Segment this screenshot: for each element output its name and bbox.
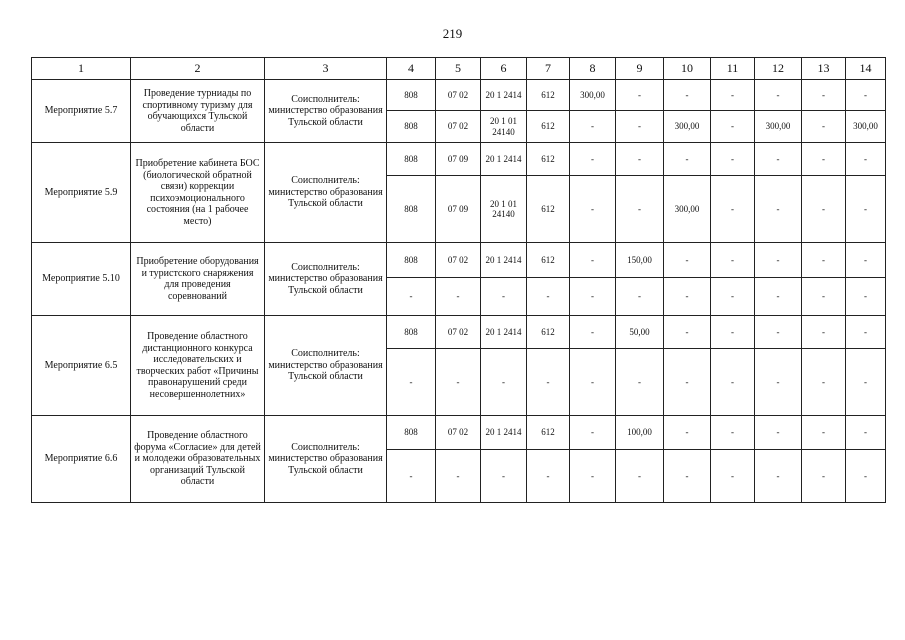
- value-cell: 612: [527, 111, 570, 143]
- value-cell: -: [387, 450, 436, 503]
- value-cell: -: [846, 349, 886, 416]
- activity-name-cell: Мероприятие 5.7: [32, 80, 131, 143]
- value-cell: 07 09: [436, 176, 481, 243]
- value-cell: -: [846, 243, 886, 278]
- value-cell: -: [846, 278, 886, 316]
- value-cell: -: [711, 111, 755, 143]
- value-cell: -: [846, 316, 886, 349]
- executor-cell: Соисполнитель: министерство образования Тульской области: [265, 243, 387, 316]
- value-cell: -: [664, 349, 711, 416]
- activity-name-cell: Мероприятие 6.5: [32, 316, 131, 416]
- value-cell: -: [436, 450, 481, 503]
- value-cell: 808: [387, 80, 436, 111]
- table-body: [32, 80, 886, 503]
- value-cell: -: [846, 143, 886, 176]
- value-cell: 300,00: [664, 176, 711, 243]
- value-cell: -: [711, 316, 755, 349]
- value-cell: -: [664, 243, 711, 278]
- value-cell: -: [711, 143, 755, 176]
- activity-description-cell: Приобретение оборудования и туристского снаряжения для проведения соревнований: [131, 243, 265, 316]
- value-cell: -: [802, 349, 846, 416]
- value-cell: 20 1 01 24140: [481, 176, 527, 243]
- value-cell: 300,00: [570, 80, 616, 111]
- value-cell: 612: [527, 176, 570, 243]
- value-cell: 07 02: [436, 243, 481, 278]
- value-cell: -: [846, 80, 886, 111]
- activity-description-cell: Проведение областного форума «Согласие» для детей и молодежи образовательных организаций Тульской области: [131, 416, 265, 503]
- value-cell: -: [387, 278, 436, 316]
- value-cell: 808: [387, 111, 436, 143]
- value-cell: -: [664, 416, 711, 450]
- value-cell: 808: [387, 316, 436, 349]
- value-cell: 612: [527, 80, 570, 111]
- value-cell: -: [802, 278, 846, 316]
- value-cell: 150,00: [616, 243, 664, 278]
- value-cell: -: [570, 243, 616, 278]
- value-cell: 20 1 2414: [481, 80, 527, 111]
- value-cell: -: [802, 450, 846, 503]
- activity-name-cell: Мероприятие 5.9: [32, 143, 131, 243]
- value-cell: 300,00: [755, 111, 802, 143]
- value-cell: -: [664, 450, 711, 503]
- value-cell: 07 02: [436, 416, 481, 450]
- value-cell: -: [755, 316, 802, 349]
- header-cell: 2: [131, 58, 265, 80]
- header-cell: 14: [846, 58, 886, 80]
- value-cell: -: [616, 143, 664, 176]
- header-cell: 13: [802, 58, 846, 80]
- value-cell: -: [755, 143, 802, 176]
- value-cell: -: [527, 450, 570, 503]
- header-cell: 6: [481, 58, 527, 80]
- value-cell: -: [664, 278, 711, 316]
- value-cell: 20 1 2414: [481, 316, 527, 349]
- value-cell: 20 1 2414: [481, 416, 527, 450]
- value-cell: 612: [527, 316, 570, 349]
- value-cell: -: [846, 450, 886, 503]
- header-cell: 3: [265, 58, 387, 80]
- value-cell: -: [711, 349, 755, 416]
- header-cell: 12: [755, 58, 802, 80]
- value-cell: -: [570, 450, 616, 503]
- value-cell: -: [616, 80, 664, 111]
- value-cell: -: [616, 450, 664, 503]
- value-cell: -: [755, 278, 802, 316]
- value-cell: 100,00: [616, 416, 664, 450]
- value-cell: -: [711, 450, 755, 503]
- value-cell: -: [711, 176, 755, 243]
- page-number: 219: [442, 26, 463, 41]
- value-cell: 808: [387, 176, 436, 243]
- value-cell: -: [387, 349, 436, 416]
- header-cell: 8: [570, 58, 616, 80]
- value-cell: -: [616, 176, 664, 243]
- header-cell: 1: [32, 58, 131, 80]
- value-cell: -: [527, 278, 570, 316]
- value-cell: -: [802, 176, 846, 243]
- header-cell: 9: [616, 58, 664, 80]
- value-cell: -: [481, 349, 527, 416]
- value-cell: 612: [527, 243, 570, 278]
- activity-name-cell: Мероприятие 5.10: [32, 243, 131, 316]
- value-cell: -: [570, 316, 616, 349]
- executor-cell: Соисполнитель: министерство образования Тульской области: [265, 80, 387, 143]
- value-cell: -: [481, 278, 527, 316]
- value-cell: -: [711, 80, 755, 111]
- value-cell: 07 02: [436, 80, 481, 111]
- value-cell: -: [616, 111, 664, 143]
- value-cell: -: [664, 80, 711, 111]
- value-cell: -: [711, 243, 755, 278]
- value-cell: -: [755, 80, 802, 111]
- header-cell: 10: [664, 58, 711, 80]
- value-cell: -: [711, 278, 755, 316]
- value-cell: -: [436, 349, 481, 416]
- budget-table: [31, 57, 886, 503]
- table-row: [32, 243, 886, 278]
- header-cell: 11: [711, 58, 755, 80]
- header-cell: 4: [387, 58, 436, 80]
- value-cell: 07 02: [436, 111, 481, 143]
- value-cell: -: [570, 143, 616, 176]
- value-cell: -: [711, 416, 755, 450]
- executor-cell: Соисполнитель: министерство образования Тульской области: [265, 143, 387, 243]
- value-cell: -: [755, 349, 802, 416]
- table-row: [32, 416, 886, 450]
- header-cell: 7: [527, 58, 570, 80]
- value-cell: -: [664, 316, 711, 349]
- value-cell: -: [570, 349, 616, 416]
- value-cell: 50,00: [616, 316, 664, 349]
- activity-name-cell: Мероприятие 6.6: [32, 416, 131, 503]
- value-cell: -: [755, 176, 802, 243]
- value-cell: -: [436, 278, 481, 316]
- value-cell: -: [802, 80, 846, 111]
- value-cell: 808: [387, 416, 436, 450]
- value-cell: -: [846, 176, 886, 243]
- value-cell: 808: [387, 143, 436, 176]
- activity-description-cell: Проведение турниады по спортивному туризму для обучающихся Тульской области: [131, 80, 265, 143]
- value-cell: 300,00: [846, 111, 886, 143]
- value-cell: 612: [527, 416, 570, 450]
- value-cell: -: [755, 243, 802, 278]
- value-cell: 808: [387, 243, 436, 278]
- value-cell: -: [481, 450, 527, 503]
- value-cell: -: [802, 243, 846, 278]
- activity-description-cell: Проведение областного дистанционного конкурса исследовательских и творческих работ «Причины правонарушений среди несовершеннолетних»: [131, 316, 265, 416]
- table-row: [32, 80, 886, 111]
- value-cell: -: [755, 416, 802, 450]
- value-cell: -: [616, 278, 664, 316]
- value-cell: -: [802, 143, 846, 176]
- value-cell: -: [570, 111, 616, 143]
- executor-cell: Соисполнитель: министерство образования Тульской области: [265, 416, 387, 503]
- value-cell: -: [570, 416, 616, 450]
- header-row: [32, 58, 886, 80]
- value-cell: -: [570, 278, 616, 316]
- activity-description-cell: Приобретение кабинета БОС (биологической обратной связи) коррекции психоэмоционального состояния (на 1 рабочее место): [131, 143, 265, 243]
- table-row: [32, 143, 886, 176]
- value-cell: -: [802, 111, 846, 143]
- value-cell: 20 1 2414: [481, 243, 527, 278]
- value-cell: 07 09: [436, 143, 481, 176]
- table-row: [32, 316, 886, 349]
- value-cell: 300,00: [664, 111, 711, 143]
- value-cell: -: [846, 416, 886, 450]
- value-cell: -: [570, 176, 616, 243]
- value-cell: -: [755, 450, 802, 503]
- value-cell: -: [802, 416, 846, 450]
- value-cell: 612: [527, 143, 570, 176]
- value-cell: 20 1 2414: [481, 143, 527, 176]
- executor-cell: Соисполнитель: министерство образования Тульской области: [265, 316, 387, 416]
- value-cell: -: [616, 349, 664, 416]
- value-cell: -: [527, 349, 570, 416]
- value-cell: -: [664, 143, 711, 176]
- value-cell: 07 02: [436, 316, 481, 349]
- value-cell: 20 1 01 24140: [481, 111, 527, 143]
- header-cell: 5: [436, 58, 481, 80]
- value-cell: -: [802, 316, 846, 349]
